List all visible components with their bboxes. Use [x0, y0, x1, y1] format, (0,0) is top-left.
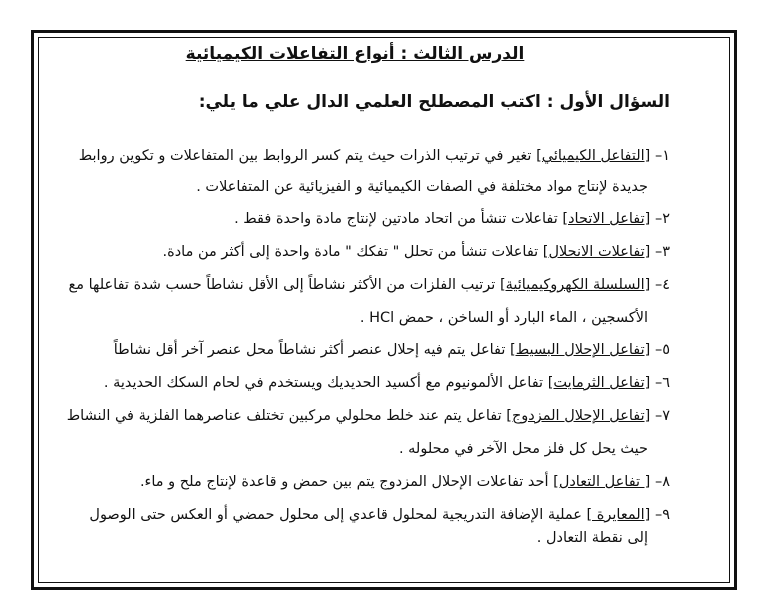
- question-heading: السؤال الأول : اكتب المصطلح العلمي الدال علي ما يلي:: [198, 92, 670, 112]
- list-item: [114, 342, 670, 358]
- list-item: [89, 507, 670, 523]
- item-number: ٤–: [650, 277, 670, 293]
- item-number: ٦–: [650, 375, 670, 391]
- item-number: ٣–: [650, 244, 670, 260]
- list-item: [140, 474, 670, 490]
- item-term: [ تفاعل التعادل]: [553, 474, 651, 490]
- item-term: [التفاعل الكيميائي]: [536, 148, 651, 164]
- item-number: ٢–: [650, 211, 670, 227]
- item-text: تفاعلات تنشأ من اتحاد مادتين لإنتاج مادة واحدة فقط .: [234, 211, 563, 227]
- item-term: [المعايرة ]: [586, 507, 651, 523]
- item-number: ١–: [650, 148, 670, 164]
- item-continuation: الأكسجين ، الماء البارد أو الساخن ، حمض HCl .: [359, 310, 648, 326]
- item-term: [تفاعل الإحلال المزدوج]: [506, 408, 651, 424]
- item-text: ترتيب الفلزات من الأكثر نشاطاً إلى الأقل نشاطاً حسب شدة تفاعلها مع: [68, 277, 500, 293]
- item-text: تفاعل يتم عند خلط محلولي مركبين تختلف عناصرهما الفلزية في النشاط: [66, 408, 507, 424]
- item-continuation: حيث يحل كل فلز محل الآخر في محلوله .: [398, 441, 648, 457]
- lesson-title: الدرس الثالث : أنواع التفاعلات الكيميائية: [185, 44, 525, 64]
- item-term: [تفاعل الاتحاد]: [562, 211, 651, 227]
- item-number: ٧–: [650, 408, 670, 424]
- list-item: [67, 408, 670, 424]
- item-number: ٥–: [650, 342, 670, 358]
- item-text: تفاعل الألمونيوم مع أكسيد الحديديك ويستخدم في لحام السكك الحديدية .: [103, 375, 548, 391]
- item-continuation: إلى نقطة التعادل .: [536, 530, 648, 546]
- item-text: عملية الإضافة التدريجية لمحلول قاعدي إلى محلول حمضي أو العكس حتى الوصول: [89, 507, 587, 523]
- list-item: [163, 244, 670, 260]
- item-number: ٨–: [650, 474, 670, 490]
- item-term: [السلسلة الكهروكيميائية]: [499, 277, 651, 293]
- item-text: تفاعل يتم فيه إحلال عنصر أكثر نشاطاً محل عنصر آخر أقل نشاطاً: [113, 342, 511, 358]
- list-item: [104, 375, 670, 391]
- list-item: [79, 148, 670, 164]
- item-term: [تفاعل الثرمايت]: [547, 375, 651, 391]
- list-item: [69, 277, 670, 293]
- item-text: تغير في ترتيب الذرات حيث يتم كسر الروابط بين المتفاعلات و تكوين روابط: [78, 148, 537, 164]
- list-item: [234, 211, 670, 227]
- item-text: أحد تفاعلات الإحلال المزدوج يتم بين حمض و قاعدة لإنتاج ملح و ماء.: [139, 474, 554, 490]
- item-continuation: جديدة لإنتاج مواد مختلفة في الصفات الكيميائية و الفيزيائية عن المتفاعلات .: [196, 179, 648, 195]
- item-number: ٩–: [650, 507, 670, 523]
- item-term: [تفاعل الإحلال البسيط]: [510, 342, 651, 358]
- item-text: تفاعلات تنشأ من تحلل " تفكك " مادة واحدة إلى أكثر من مادة.: [162, 244, 543, 260]
- item-term: [تفاعلات الانحلال]: [542, 244, 651, 260]
